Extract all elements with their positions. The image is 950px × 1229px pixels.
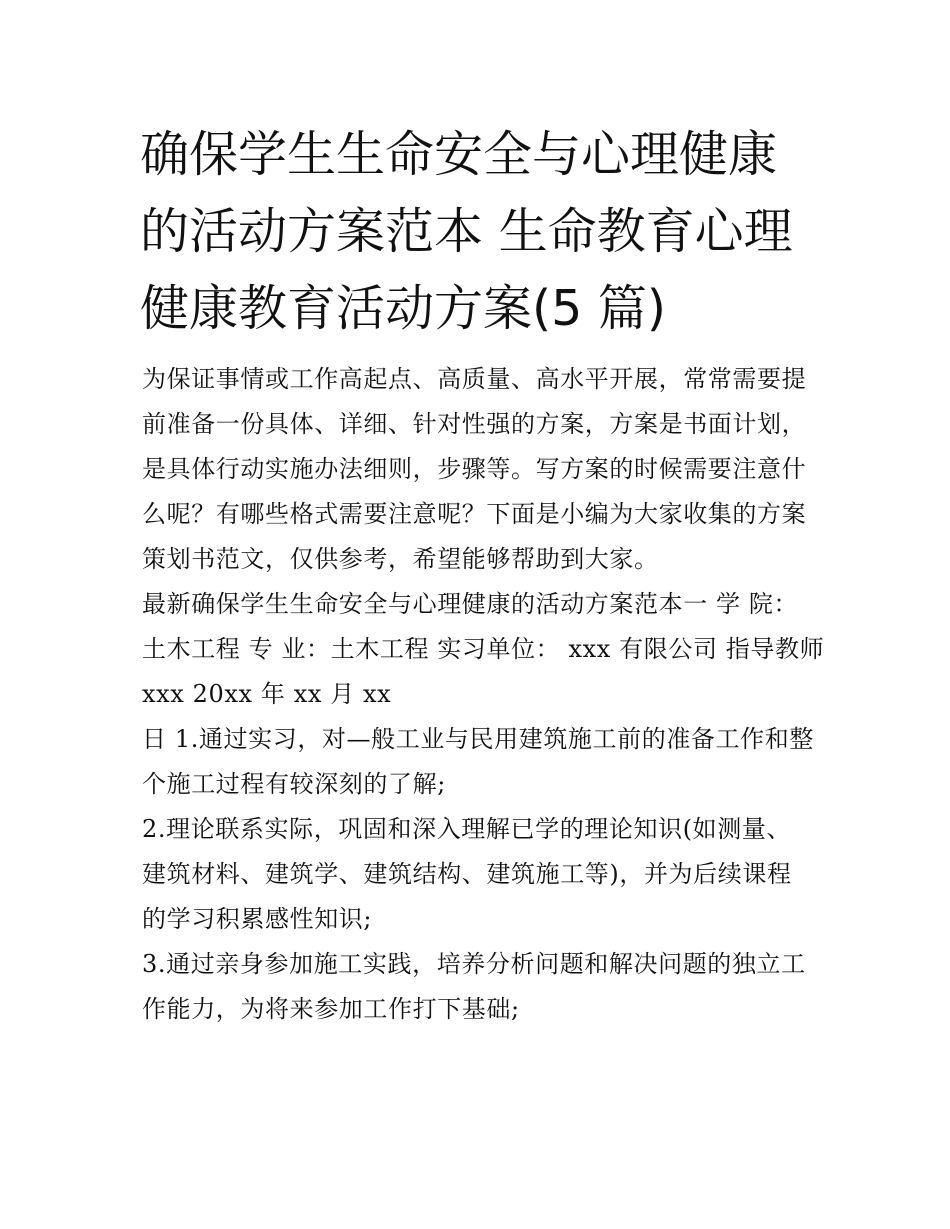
body-line: 的学习积累感性知识; [142, 905, 373, 933]
body-line: xxx 20xx 年 xx 月 xx [142, 680, 392, 708]
body-line: 策划书范文，仅供参考，希望能够帮助到大家。 [142, 545, 659, 573]
body-line: 建筑材料、建筑学、建筑结构、建筑施工等)，并为后续课程 [142, 860, 792, 888]
document-body [142, 357, 825, 1032]
body-line: 为保证事情或工作高起点、高质量、高水平开展，常常需要提 [142, 365, 807, 393]
body-line: 日 1.通过实习，对—般工业与民用建筑施工前的准备工作和整 [142, 725, 814, 753]
document-title [140, 116, 820, 347]
body-line: 2.理论联系实际，巩固和深入理解已学的理论知识(如测量、 [142, 815, 792, 843]
title-line: 健康教育活动方案(5 篇) [140, 280, 666, 337]
body-line: 作能力，为将来参加工作打下基础; [142, 995, 520, 1023]
body-line: 土木工程 专 业：土木工程 实习单位： xxx 有限公司 指导教师 [142, 635, 825, 663]
body-line: 3.通过亲身参加施工实践，培养分析问题和解决问题的独立工 [142, 950, 806, 978]
title-line: 确保学生生命安全与心理健康 [140, 126, 778, 183]
body-line: 个施工过程有较深刻的了解; [142, 770, 446, 798]
body-line: 么呢？有哪些格式需要注意呢？下面是小编为大家收集的方案 [142, 500, 807, 528]
body-line: 前准备一份具体、详细、针对性强的方案，方案是书面计划， [142, 410, 807, 438]
body-line: 最新确保学生生命安全与心理健康的活动方案范本一 学 院： [142, 590, 799, 618]
body-line: 是具体行动实施办法细则，步骤等。写方案的时候需要注意什 [142, 455, 807, 483]
title-line: 的活动方案范本 生命教育心理 [140, 203, 793, 260]
